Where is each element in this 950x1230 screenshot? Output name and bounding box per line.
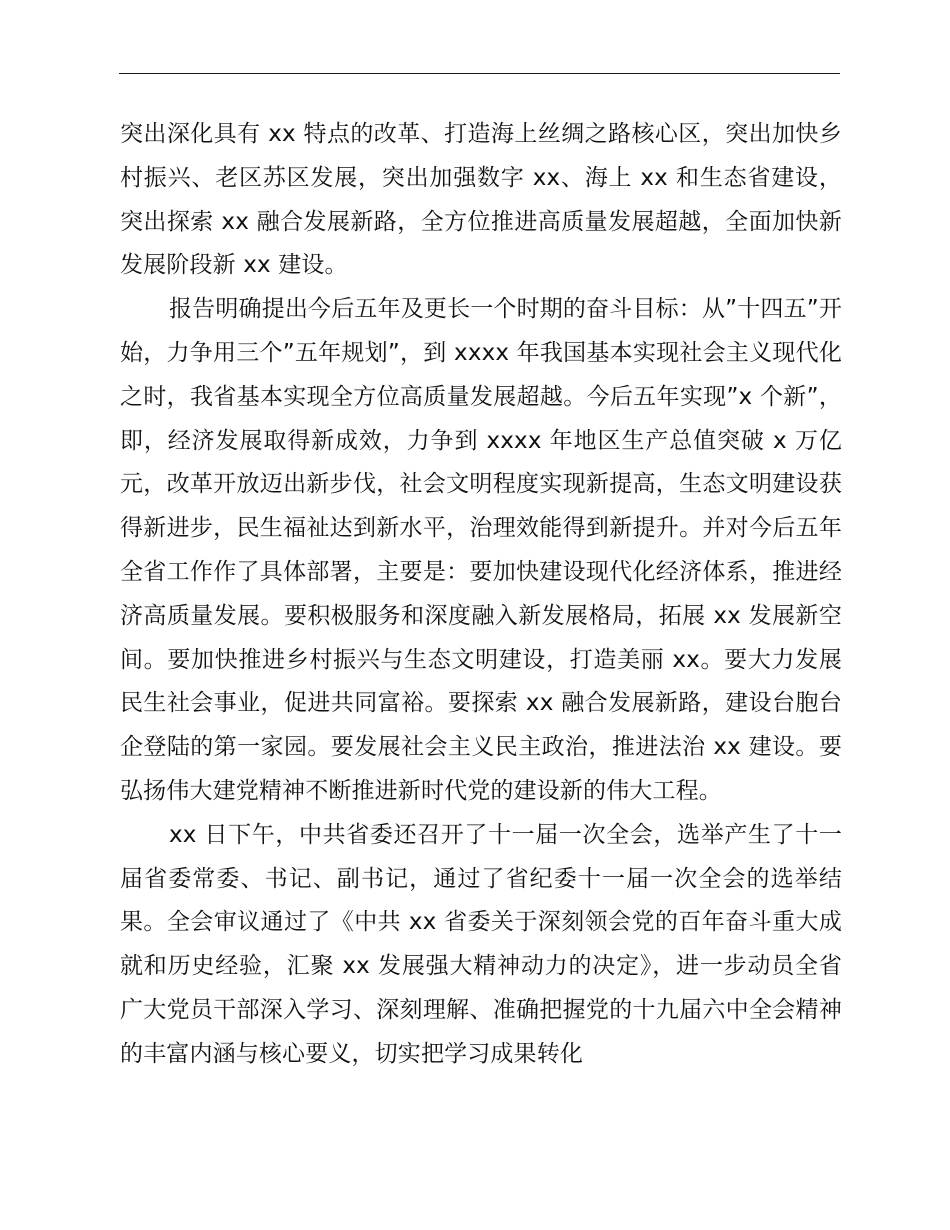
paragraph-1: 突出深化具有 xx 特点的改革、打造海上丝绸之路核心区，突出加快乡村振兴、老区苏区发展，突出加强数字 xx、海上 xx 和生态省建设，突出探索 xx 融合发展新路，全方位推进高质量发展超越，全面加快新发展阶段新 xx 建设。 — [120, 121, 842, 279]
body-text — [120, 113, 842, 1077]
paragraph-2: 报告明确提出今后五年及更长一个时期的奋斗目标：从”十四五”开始，力争用三个”五年规划”，到 xxxx 年我国基本实现社会主义现代化之时，我省基本实现全方位高质量发展超越。今后五年实现”x 个新”，即，经济发展取得新成效，力争到 xxxx 年地区生产总值突破 x 万亿元，改革开放迈出新步伐，社会文明程度实现新提高，生态文明建设获得新进步，民生福祉达到新水平，治理效能得到新提升。并对今后五年全省工作作了具体部署，主要是：要加快建设现代化经济体系，推进经济高质量发展。要积极服务和深度融入新发展格局，拓展 xx 发展新空间。要加快推进乡村振兴与生态文明建设，打造美丽 xx。要大力发展民生社会事业，促进共同富裕。要探索 xx 融合发展新路，建设台胞台企登陆的第一家园。要发展社会主义民主政治，推进法治 xx 建设。要弘扬伟大建党精神不断推进新时代党的建设新的伟大工程。 — [120, 296, 842, 804]
header-rule — [119, 73, 840, 74]
paragraph-3: xx 日下午，中共省委还召开了十一届一次全会，选举产生了十一届省委常委、书记、副书记，通过了省纪委十一届一次全会的选举结果。全会审议通过了《中共 xx 省委关于深刻领会党的百年奋斗重大成就和历史经验，汇聚 xx 发展强大精神动力的决定》，进一步动员全省广大党员干部深入学习、深刻理解、准确把握党的十九届六中全会精神的丰富内涵与核心要义，切实把学习成果转化 — [120, 821, 842, 1067]
